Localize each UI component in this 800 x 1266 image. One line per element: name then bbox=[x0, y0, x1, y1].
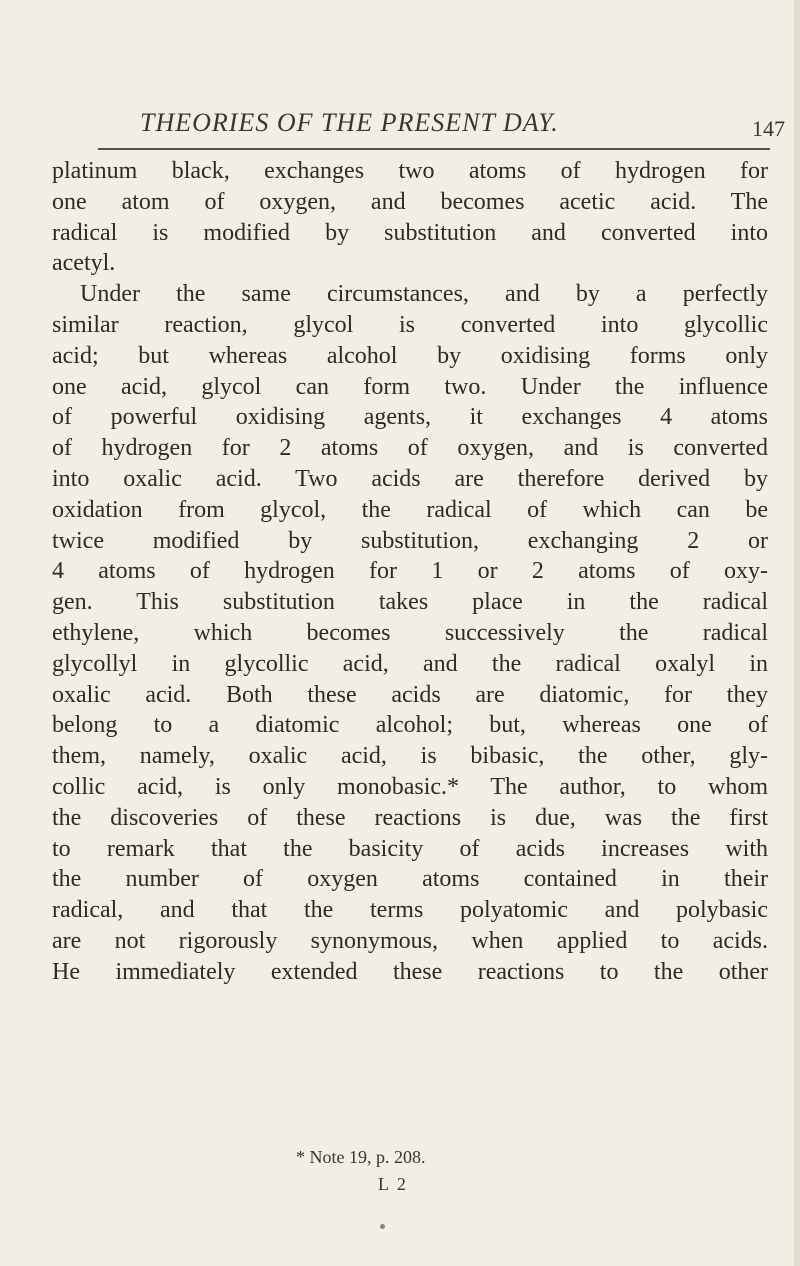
body-line: ethylene, which becomes successively the radical bbox=[52, 619, 768, 646]
body-line: twice modified by substitution, exchanging 2 or bbox=[52, 527, 768, 554]
body-line: oxidation from glycol, the radical of which can be bbox=[52, 496, 768, 523]
body-line: Under the same circumstances, and by a perfectly bbox=[80, 281, 768, 308]
page-number: 147 bbox=[752, 116, 785, 141]
header-rule bbox=[98, 148, 770, 150]
body-line: belong to a diatomic alcohol; but, whereas one of bbox=[52, 712, 768, 739]
paper-speck bbox=[380, 1224, 385, 1229]
running-head: THEORIES OF THE PRESENT DAY. bbox=[140, 108, 559, 137]
body-line: acetyl. bbox=[52, 250, 116, 277]
body-line: are not rigorously synonymous, when applied to acids. bbox=[52, 927, 768, 954]
body-line: similar reaction, glycol is converted into glycollic bbox=[52, 311, 768, 338]
body-line: 4 atoms of hydrogen for 1 or 2 atoms of oxy- bbox=[52, 558, 768, 585]
body-line: platinum black, exchanges two atoms of hydrogen for bbox=[52, 158, 768, 184]
body-line: gen. This substitution takes place in the radical bbox=[52, 589, 768, 616]
body-line: radical is modified by substitution and converted into bbox=[52, 219, 768, 246]
body-line: glycollyl in glycollic acid, and the radical oxalyl in bbox=[52, 650, 768, 677]
body-line: collic acid, is only monobasic.* The author, to whom bbox=[52, 773, 768, 800]
body-line: them, namely, oxalic acid, is bibasic, the other, gly- bbox=[52, 743, 768, 770]
page-edge bbox=[794, 0, 800, 1266]
body-line: of hydrogen for 2 atoms of oxygen, and is converted bbox=[52, 435, 768, 462]
body-line: acid; but whereas alcohol by oxidising forms only bbox=[52, 342, 768, 369]
body-line: to remark that the basicity of acids increases with bbox=[52, 835, 768, 862]
body-line: one acid, glycol can form two. Under the influence bbox=[52, 373, 768, 400]
body-line: the number of oxygen atoms contained in their bbox=[52, 866, 768, 893]
signature-mark: L 2 bbox=[378, 1174, 408, 1194]
footnote: * Note 19, p. 208. bbox=[296, 1147, 426, 1167]
body-line: He immediately extended these reactions to the other bbox=[52, 958, 768, 985]
body-line: the discoveries of these reactions is due, was the first bbox=[52, 804, 768, 831]
body-text bbox=[52, 156, 768, 988]
body-line: radical, and that the terms polyatomic and polybasic bbox=[52, 897, 768, 924]
body-line: one atom of oxygen, and becomes acetic acid. The bbox=[52, 188, 768, 215]
body-line: of powerful oxidising agents, it exchanges 4 atoms bbox=[52, 404, 768, 431]
body-line: into oxalic acid. Two acids are therefore derived by bbox=[52, 465, 768, 492]
body-line: oxalic acid. Both these acids are diatomic, for they bbox=[52, 681, 768, 708]
